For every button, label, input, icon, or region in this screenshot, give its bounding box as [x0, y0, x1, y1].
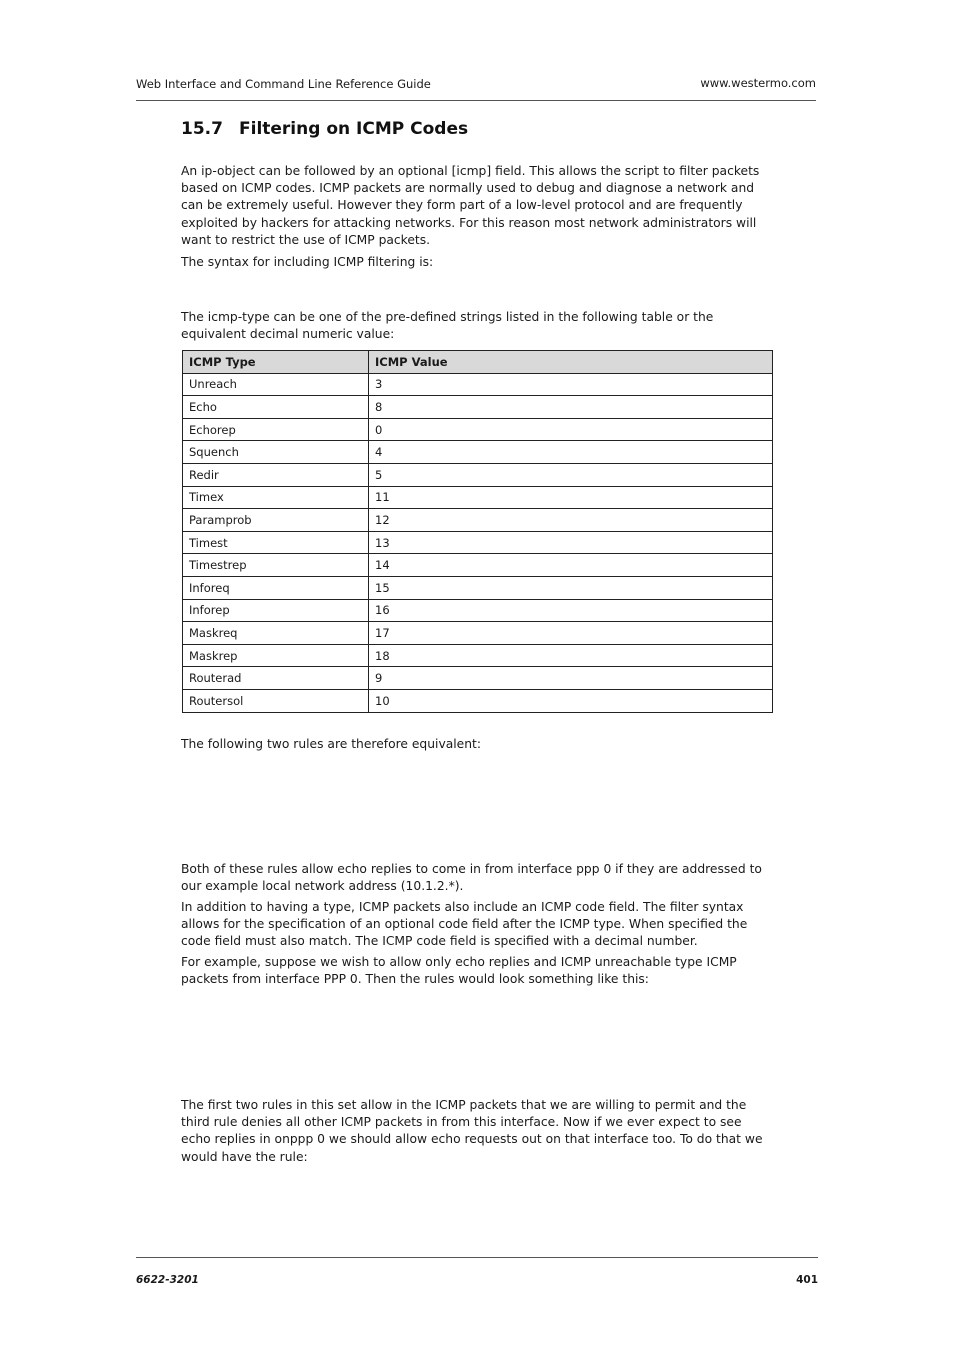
cell-icmp-type: Unreach — [183, 373, 369, 396]
cell-icmp-type: Paramprob — [183, 509, 369, 532]
cell-icmp-value: 13 — [369, 531, 773, 554]
cell-icmp-type: Timest — [183, 531, 369, 554]
table-row — [183, 689, 773, 712]
cell-icmp-value: 9 — [369, 667, 773, 690]
icmp-type-table — [182, 350, 773, 713]
paragraph-equivalent: The following two rules are therefore equivalent: — [181, 737, 482, 751]
cell-icmp-value: 5 — [369, 463, 773, 486]
table-row — [183, 531, 773, 554]
cell-icmp-value: 15 — [369, 576, 773, 599]
footer-doc-number: 6622-3201 — [136, 1274, 199, 1286]
paragraph-echo-replies: Both of these rules allow echo replies to come in from interface ppp 0 if they are addressed to our example local network address (10.1.2.*). — [181, 862, 762, 894]
cell-icmp-type: Timex — [183, 486, 369, 509]
cell-icmp-type: Routerad — [183, 667, 369, 690]
header-title: Web Interface and Command Line Reference Guide — [136, 77, 431, 91]
cell-icmp-type: Inforep — [183, 599, 369, 622]
cell-icmp-type: Timestrep — [183, 554, 369, 577]
cell-icmp-type: Squench — [183, 441, 369, 464]
table-row — [183, 667, 773, 690]
paragraph-icmp-code: In addition to having a type, ICMP packets also include an ICMP code field. The filter syntax allows for the specification of an optional code field after the ICMP type. When specified the code field must also match. The ICMP code field is specified with a decimal number. — [181, 900, 748, 949]
cell-icmp-value: 10 — [369, 689, 773, 712]
section-heading — [181, 119, 468, 139]
cell-icmp-value: 16 — [369, 599, 773, 622]
table-row — [183, 599, 773, 622]
paragraph-example: For example, suppose we wish to allow only echo replies and ICMP unreachable type ICMP packets from interface PPP 0. Then the rules would look something like this: — [181, 955, 737, 987]
cell-icmp-value: 4 — [369, 441, 773, 464]
table-header-row — [183, 351, 773, 374]
table-body — [183, 373, 773, 712]
cell-icmp-value: 14 — [369, 554, 773, 577]
paragraph-rules: The first two rules in this set allow in the ICMP packets that we are willing to permit and the third rule denies all other ICMP packets in from this interface. Now if we ever expect to see echo replies in onppp 0 we should allow echo requests out on that interface too. To do that we would have the rule: — [181, 1098, 763, 1164]
table-row — [183, 373, 773, 396]
cell-icmp-type: Echo — [183, 396, 369, 419]
column-header-icmp-type: ICMP Type — [183, 351, 369, 374]
footer-page-number: 401 — [796, 1274, 818, 1286]
cell-icmp-type: Inforeq — [183, 576, 369, 599]
table-row — [183, 554, 773, 577]
column-header-icmp-value: ICMP Value — [369, 351, 773, 374]
paragraph-syntax: The syntax for including ICMP filtering is: — [181, 255, 434, 269]
section-number: 15.7 — [181, 119, 223, 139]
cell-icmp-value: 17 — [369, 622, 773, 645]
cell-icmp-type: Maskrep — [183, 644, 369, 667]
section-title: Filtering on ICMP Codes — [239, 119, 469, 139]
paragraph-intro: An ip-object can be followed by an optional [icmp] field. This allows the script to filter packets based on ICMP codes. ICMP packets are normally used to debug and diagnose a network and can be extremely useful. However they form part of a low-level protocol and are frequently exploited by hackers for attacking networks. For this reason most network administrators will want to restrict the use of ICMP packets. — [181, 164, 760, 247]
cell-icmp-value: 11 — [369, 486, 773, 509]
paragraph-icmp-type: The icmp-type can be one of the pre-defined strings listed in the following table or the equivalent decimal numeric value: — [181, 310, 714, 342]
cell-icmp-value: 18 — [369, 644, 773, 667]
page-header — [136, 76, 816, 101]
page-footer — [136, 1257, 818, 1286]
table-row — [183, 644, 773, 667]
cell-icmp-type: Redir — [183, 463, 369, 486]
table-row — [183, 509, 773, 532]
table-row — [183, 622, 773, 645]
table-row — [183, 463, 773, 486]
table-row — [183, 441, 773, 464]
cell-icmp-type: Maskreq — [183, 622, 369, 645]
cell-icmp-value: 8 — [369, 396, 773, 419]
table-row — [183, 396, 773, 419]
cell-icmp-value: 12 — [369, 509, 773, 532]
cell-icmp-value: 3 — [369, 373, 773, 396]
table-row — [183, 418, 773, 441]
table-row — [183, 486, 773, 509]
cell-icmp-type: Echorep — [183, 418, 369, 441]
table-row — [183, 576, 773, 599]
cell-icmp-type: Routersol — [183, 689, 369, 712]
cell-icmp-value: 0 — [369, 418, 773, 441]
header-url[interactable]: www.westermo.com — [700, 76, 816, 90]
